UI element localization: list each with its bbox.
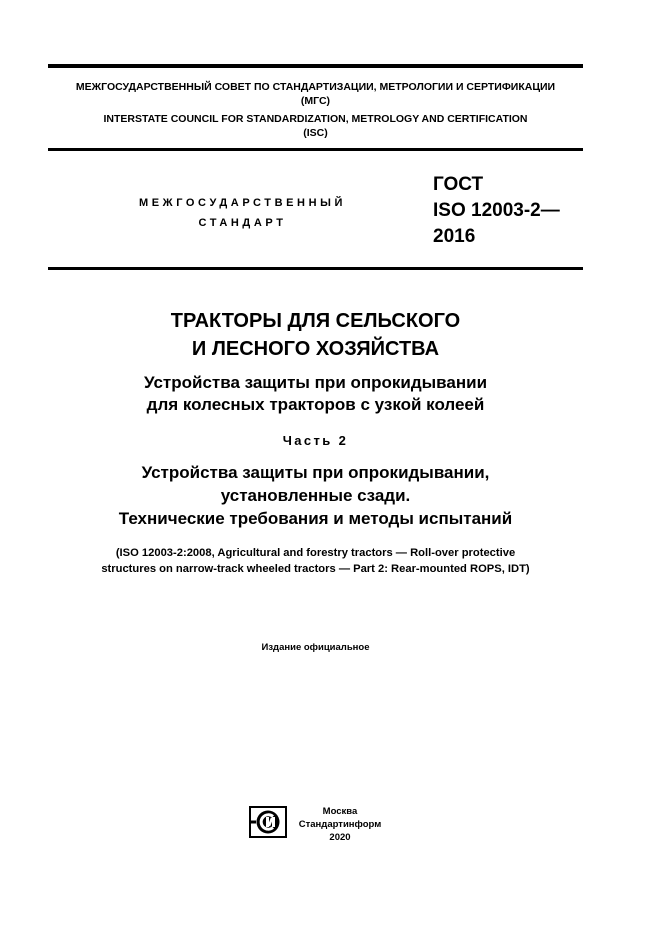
document-title — [48, 307, 583, 363]
part-label: Часть 2 — [282, 433, 349, 448]
council-name-en — [48, 112, 583, 140]
part-title-line-2: установленные сзади. — [220, 486, 411, 505]
part-title-line-1: Устройства защиты при опрокидывании, — [141, 463, 490, 482]
document-subtitle-line-1: Устройства защиты при опрокидывании — [143, 373, 488, 392]
official-edition-label: Издание официальное — [261, 642, 370, 653]
standard-kind — [100, 193, 385, 233]
council-ru-abbreviation: (МГС) — [300, 95, 331, 107]
iso-reference — [48, 545, 583, 577]
publisher-city: Москва — [322, 806, 358, 817]
publisher-name: Стандартинформ — [298, 819, 382, 830]
gost-number: ISO 12003-2— — [433, 200, 560, 221]
gost-label: ГОСТ — [433, 174, 484, 195]
part-title-line-3: Технические требования и методы испытаний — [118, 509, 513, 528]
part-title — [48, 461, 583, 530]
council-name-ru — [48, 80, 583, 108]
standard-kind-line-2: СТАНДАРТ — [198, 217, 287, 229]
council-en-line-1: INTERSTATE COUNCIL FOR STANDARDIZATION, METROLOGY AND CERTIFICATION — [103, 113, 528, 125]
publication-year: 2020 — [329, 832, 351, 843]
council-ru-line-1: МЕЖГОСУДАРСТВЕННЫЙ СОВЕТ ПО СТАНДАРТИЗАЦИИ, МЕТРОЛОГИИ И СЕРТИФИКАЦИИ — [75, 81, 556, 93]
standartinform-logo-icon — [249, 806, 287, 838]
lower-rule — [48, 267, 583, 270]
standard-kind-line-1: МЕЖГОСУДАРСТВЕННЫЙ — [138, 197, 347, 209]
gost-designation — [433, 172, 560, 250]
gost-year: 2016 — [433, 226, 476, 247]
iso-reference-line-1: (ISO 12003-2:2008, Agricultural and forestry tractors — Roll-over protective — [115, 547, 516, 559]
document-subtitle — [48, 372, 583, 416]
iso-reference-line-2: structures on narrow-track wheeled tractors — Part 2: Rear-mounted ROPS, IDT) — [101, 563, 530, 575]
document-title-line-1: ТРАКТОРЫ ДЛЯ СЕЛЬСКОГО — [170, 310, 461, 332]
middle-rule — [48, 148, 583, 151]
document-title-line-2: И ЛЕСНОГО ХОЗЯЙСТВА — [191, 338, 440, 360]
document-subtitle-line-2: для колесных тракторов с узкой колеей — [146, 395, 485, 414]
publisher-imprint — [293, 805, 387, 844]
top-rule — [48, 64, 583, 68]
council-en-abbreviation: (ISC) — [303, 127, 328, 139]
